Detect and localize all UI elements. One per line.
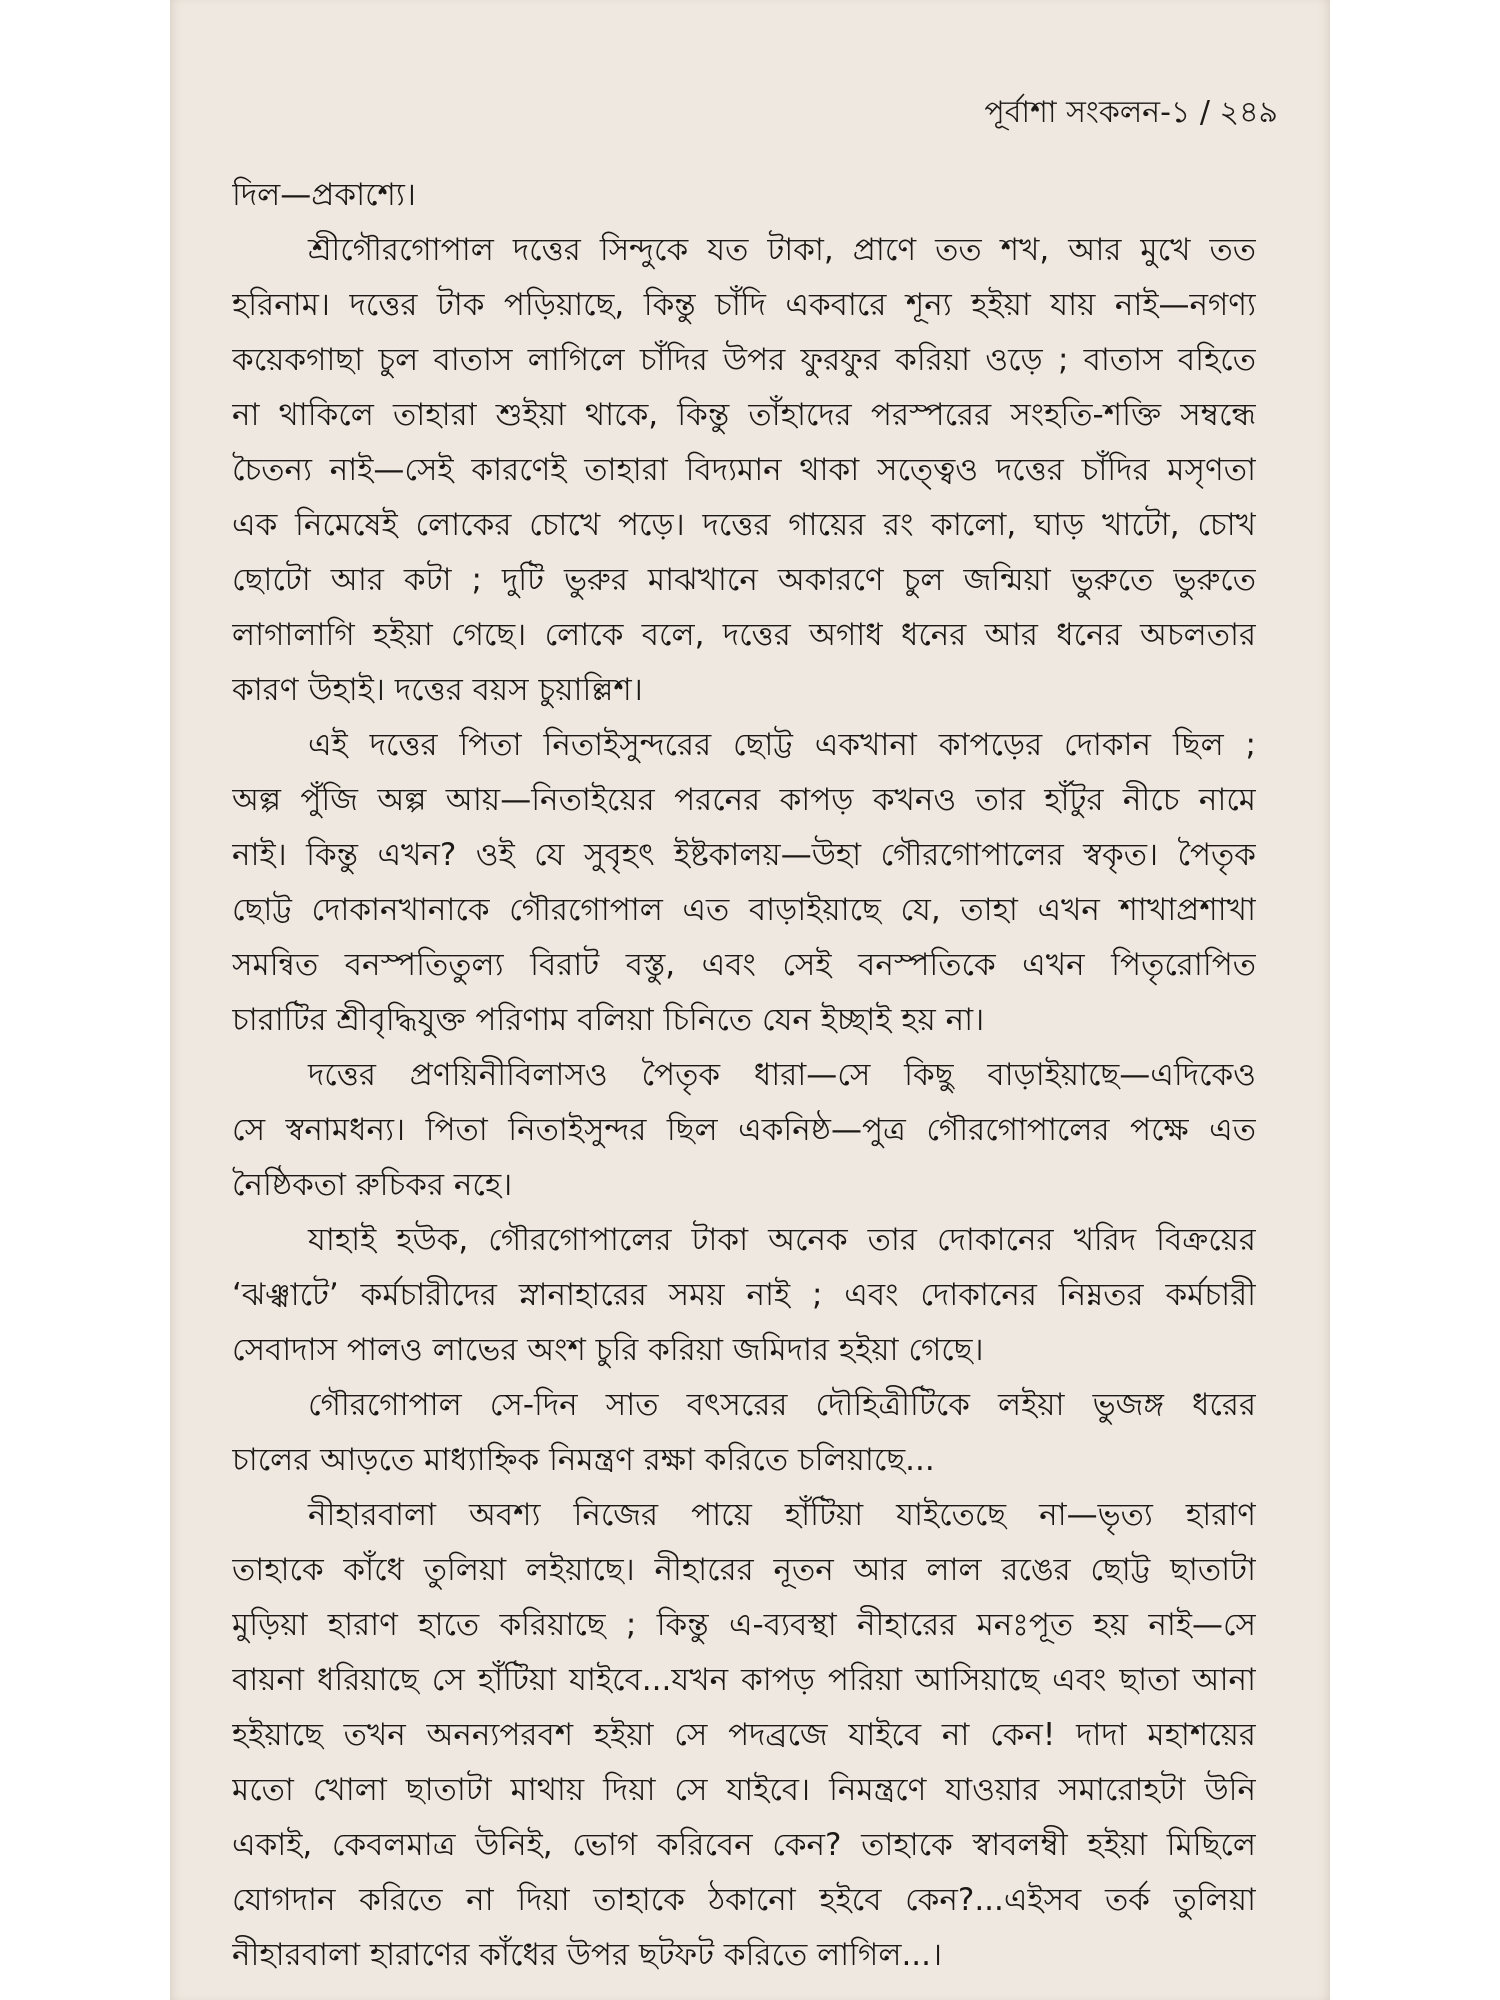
text-line: চৈতন্য নাই—সেই কারণেই তাহারা বিদ্যমান থাকা সত্ত্বেও দত্তের চাঁদির মসৃণতা [232,452,1256,488]
text-line: এই দত্তের পিতা নিতাইসুন্দরের ছোট্ট একখানা কাপড়ের দোকান ছিল ; [308,727,1256,763]
text-line: দত্তের প্রণয়িনীবিলাসও পৈতৃক ধারা—সে কিছু বাড়াইয়াছে—এদিকেও [308,1057,1256,1093]
text-line: বায়না ধরিয়াছে সে হাঁটিয়া যাইবে...যখন কাপড় পরিয়া আসিয়াছে এবং ছাতা আনা [232,1662,1256,1698]
text-line: চারাটির শ্রীবৃদ্ধিযুক্ত পরিণাম বলিয়া চিনিতে যেন ইচ্ছাই হয় না। [232,1002,985,1038]
text-line: কয়েকগাছা চুল বাতাস লাগিলে চাঁদির উপর ফুরফুর করিয়া ওড়ে ; বাতাস বহিতে [232,342,1256,378]
text-line: যাহাই হউক, গৌরগোপালের টাকা অনেক তার দোকানের খরিদ বিক্রয়ের [308,1222,1256,1258]
text-line: নীহারবালা অবশ্য নিজের পায়ে হাঁটিয়া যাইতেছে না—ভৃত্য হারাণ [308,1497,1256,1533]
text-line: চালের আড়তে মাধ্যাহ্নিক নিমন্ত্রণ রক্ষা করিতে চলিয়াছে... [232,1442,935,1478]
text-line: যোগদান করিতে না দিয়া তাহাকে ঠকানো হইবে কেন?...এইসব তর্ক তুলিয়া [232,1882,1256,1918]
text-line: এক নিমেষেই লোকের চোখে পড়ে। দত্তের গায়ের রং কালো, ঘাড় খাটো, চোখ [232,507,1256,543]
text-line: সে স্বনামধন্য। পিতা নিতাইসুন্দর ছিল একনিষ্ঠ—পুত্র গৌরগোপালের পক্ষে এত [232,1112,1256,1148]
text-line: তাহাকে কাঁধে তুলিয়া লইয়াছে। নীহারের নূতন আর লাল রঙের ছোট্ট ছাতাটা [232,1552,1256,1588]
text-line: লাগালাগি হইয়া গেছে। লোকে বলে, দত্তের অগাধ ধনের আর ধনের অচলতার [232,617,1256,653]
text-line: মতো খোলা ছাতাটা মাথায় দিয়া সে যাইবে। নিমন্ত্রণে যাওয়ার সমারোহটা উনি [232,1772,1256,1808]
text-line: নৈষ্ঠিকতা রুচিকর নহে। [232,1167,513,1203]
book-page [170,0,1330,2000]
text-line: ‘ঝঞ্ঝাটে’ কর্মচারীদের স্নানাহারের সময় নাই ; এবং দোকানের নিম্নতর কর্মচারী [232,1277,1256,1313]
body-text [232,168,1256,1983]
text-line: হরিনাম। দত্তের টাক পড়িয়াছে, কিন্তু চাঁদি একবারে শূন্য হইয়া যায় নাই—নগণ্য [232,287,1256,323]
text-line: হইয়াছে তখন অনন্যপরবশ হইয়া সে পদব্রজে যাইবে না কেন! দাদা মহাশয়ের [232,1717,1256,1753]
text-line: নাই। কিন্তু এখন? ওই যে সুবৃহৎ ইষ্টকালয়—উহা গৌরগোপালের স্বকৃত। পৈতৃক [232,837,1256,873]
running-header: পূর্বাশা সংকলন-১ / ২৪৯ [984,95,1278,130]
text-line: মুড়িয়া হারাণ হাতে করিয়াছে ; কিন্তু এ-ব্যবস্থা নীহারের মনঃপূত হয় নাই—সে [232,1607,1256,1643]
text-line: অল্প পুঁজি অল্প আয়—নিতাইয়ের পরনের কাপড় কখনও তার হাঁটুর নীচে নামে [232,782,1256,818]
text-line: একাই, কেবলমাত্র উনিই, ভোগ করিবেন কেন? তাহাকে স্বাবলম্বী হইয়া মিছিলে [232,1827,1256,1863]
text-line: কারণ উহাই। দত্তের বয়স চুয়াল্লিশ। [232,672,643,708]
text-line: গৌরগোপাল সে-দিন সাত বৎসরের দৌহিত্রীটিকে লইয়া ভুজঙ্গ ধরের [308,1387,1256,1423]
text-line: সেবাদাস পালও লাভের অংশ চুরি করিয়া জমিদার হইয়া গেছে। [232,1332,984,1368]
text-line: না থাকিলে তাহারা শুইয়া থাকে, কিন্তু তাঁহাদের পরস্পরের সংহতি-শক্তি সম্বন্ধে [232,397,1256,433]
text-line: ছোট্ট দোকানখানাকে গৌরগোপাল এত বাড়াইয়াছে যে, তাহা এখন শাখাপ্রশাখা [232,892,1256,928]
text-line: সমন্বিত বনস্পতিতুল্য বিরাট বস্তু, এবং সেই বনস্পতিকে এখন পিতৃরোপিত [232,947,1256,983]
text-line: ছোটো আর কটা ; দুটি ভুরুর মাঝখানে অকারণে চুল জন্মিয়া ভুরুতে ভুরুতে [232,562,1256,598]
text-line: শ্রীগৌরগোপাল দত্তের সিন্দুকে যত টাকা, প্রাণে তত শখ, আর মুখে তত [308,232,1256,268]
text-line: নীহারবালা হারাণের কাঁধের উপর ছটফট করিতে লাগিল...। [232,1937,943,1973]
text-line: দিল—প্রকাশ্যে। [232,177,416,213]
